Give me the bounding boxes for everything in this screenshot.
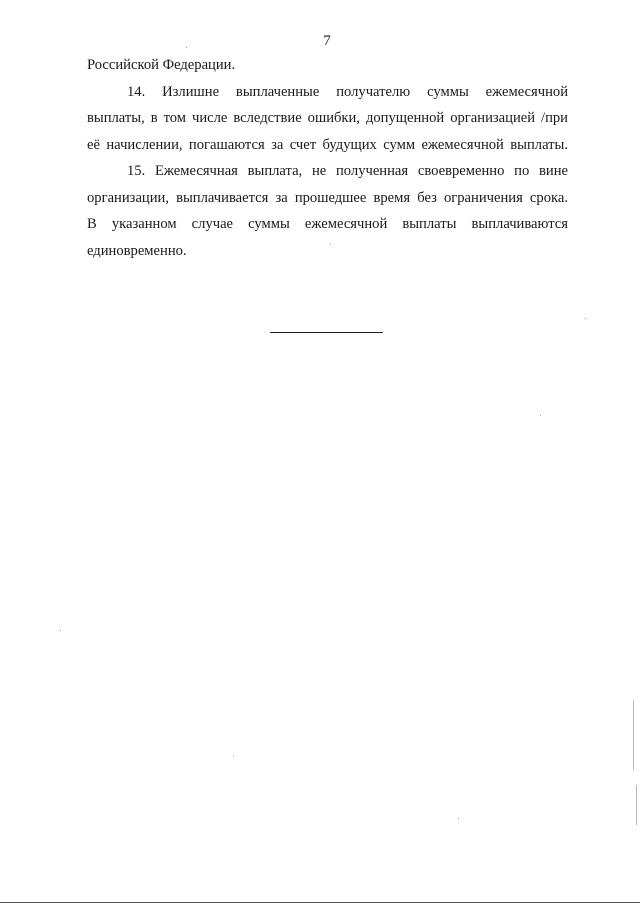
text-line: её начислении, погашаются за счет будущих сумм ежемесячной выплаты. — [87, 136, 568, 153]
text-line: организации, выплачивается за прошедшее время без ограничения срока. — [87, 189, 568, 206]
scan-speck — [186, 47, 187, 48]
text-line: единовременно. — [87, 242, 187, 259]
scan-speck — [458, 818, 459, 819]
scan-edge-mark — [636, 785, 637, 825]
end-separator-line — [270, 332, 383, 333]
text-line: выплаты, в том числе вследствие ошибки, допущенной организацией /при — [87, 110, 568, 126]
scan-speck — [233, 755, 234, 756]
page-number: 7 — [323, 33, 331, 49]
text-line: В указанном случае суммы ежемесячной выплаты выплачиваются — [87, 216, 568, 232]
scan-speck — [60, 630, 61, 631]
text-line: 14. Излишне выплаченные получателю суммы ежемесячной — [127, 83, 568, 100]
text-line: Российской Федерации. — [87, 57, 236, 73]
scan-speck — [585, 318, 586, 319]
scan-speck — [330, 244, 331, 245]
scan-bottom-edge — [0, 902, 640, 903]
scan-edge-mark — [633, 700, 634, 770]
scan-speck — [540, 415, 541, 416]
body-text — [87, 52, 568, 264]
text-line: 15. Ежемесячная выплата, не полученная своевременно по вине — [127, 163, 568, 179]
